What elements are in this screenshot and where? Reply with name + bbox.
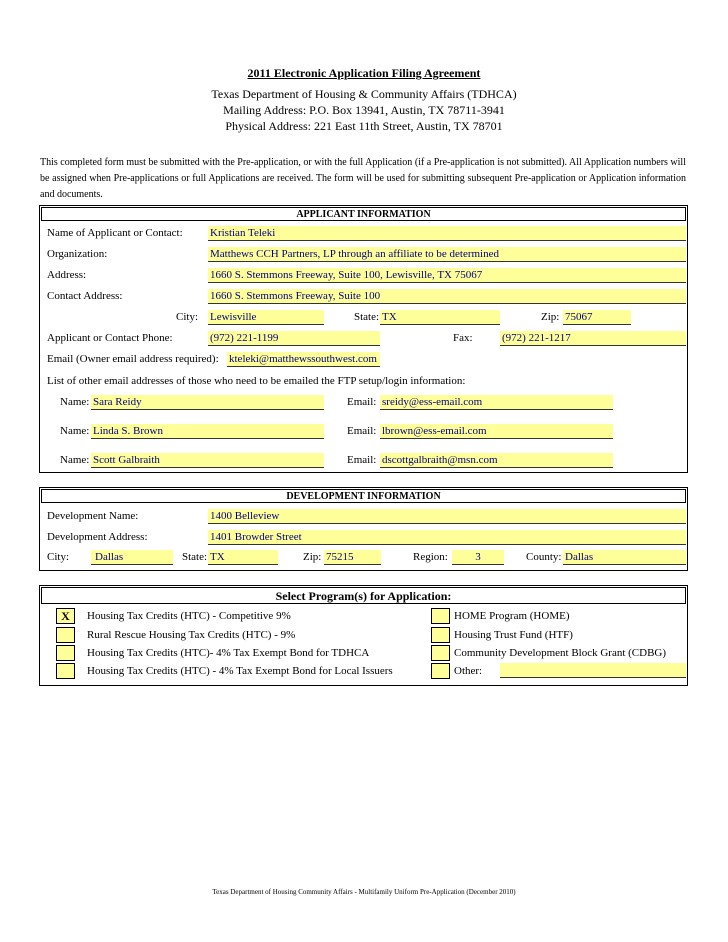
program-label: Housing Tax Credits (HTC) - 4% Tax Exempt Bond for Local Issuers	[87, 665, 393, 677]
contact-email-label: Email:	[347, 396, 377, 408]
program-label: Housing Trust Fund (HTF)	[454, 629, 573, 641]
program-checkbox-htc-9[interactable]: X	[56, 608, 75, 624]
program-label: Community Development Block Grant (CDBG)	[454, 647, 667, 659]
program-label: Housing Tax Credits (HTC) - Competitive 9%	[87, 610, 291, 622]
program-label: Rural Rescue Housing Tax Credits (HTC) - 9%	[87, 629, 296, 641]
dev-city-label: City:	[47, 551, 70, 563]
contact-address-field[interactable]: 1660 S. Stemmons Freeway, Suite 100	[208, 289, 686, 304]
email-list-label: List of other email addresses of those who need to be emailed the FTP setup/login information:	[47, 375, 466, 387]
program-checkbox-rural-rescue[interactable]	[56, 627, 75, 643]
program-checkbox-htc-4-tdhca[interactable]	[56, 645, 75, 661]
page-footer: Texas Department of Housing Community Affairs - Multifamily Uniform Pre-Application (December 2010)	[212, 888, 516, 896]
city-field[interactable]: Lewisville	[208, 310, 324, 325]
region-label: Region:	[413, 551, 448, 563]
program-label: Housing Tax Credits (HTC)- 4% Tax Exempt Bond for TDHCA	[87, 647, 370, 659]
program-checkbox-htc-4-local[interactable]	[56, 663, 75, 679]
email-field[interactable]: kteleki@matthewssouthwest.com	[227, 352, 380, 367]
region-field[interactable]: 3	[452, 550, 504, 565]
zip-field[interactable]: 75067	[563, 310, 631, 325]
contact-name-label: Name:	[60, 425, 90, 437]
program-label: HOME Program (HOME)	[454, 610, 570, 622]
contact-email-label: Email:	[347, 454, 377, 466]
development-address-field[interactable]: 1401 Browder Street	[208, 530, 686, 545]
county-label: County:	[526, 551, 562, 563]
contact-email-field-2[interactable]: lbrown@ess-email.com	[380, 424, 613, 439]
county-field[interactable]: Dallas	[563, 550, 686, 565]
organization-label: Organization:	[47, 248, 108, 260]
development-name-field[interactable]: 1400 Belleview	[208, 509, 686, 524]
program-label: Other:	[454, 665, 483, 677]
development-heading: DEVELOPMENT INFORMATION	[41, 489, 686, 503]
contact-name-field-2[interactable]: Linda S. Brown	[91, 424, 324, 439]
applicant-name-field[interactable]: Kristian Teleki	[208, 226, 686, 241]
email-label: Email (Owner email address required):	[47, 353, 219, 365]
contact-name-label: Name:	[60, 454, 90, 466]
development-name-label: Development Name:	[47, 510, 139, 522]
program-heading: Select Program(s) for Application:	[41, 587, 686, 604]
program-checkbox-cdbg[interactable]	[431, 645, 450, 661]
contact-name-field-3[interactable]: Scott Galbraith	[91, 453, 324, 468]
zip-label: Zip:	[541, 311, 560, 323]
contact-email-field-3[interactable]: dscottgalbraith@msn.com	[380, 453, 613, 468]
address-label: Address:	[47, 269, 87, 281]
dev-zip-label: Zip:	[303, 551, 322, 563]
applicant-name-label: Name of Applicant or Contact:	[47, 227, 183, 239]
state-field[interactable]: TX	[380, 310, 500, 325]
contact-email-label: Email:	[347, 425, 377, 437]
other-program-field[interactable]	[500, 663, 686, 678]
applicant-heading: APPLICANT INFORMATION	[41, 207, 686, 221]
phone-label: Applicant or Contact Phone:	[47, 332, 173, 344]
city-label: City:	[176, 311, 199, 323]
program-checkbox-htf[interactable]	[431, 627, 450, 643]
phone-field[interactable]: (972) 221-1199	[208, 331, 380, 346]
program-checkbox-home[interactable]	[431, 608, 450, 624]
development-address-label: Development Address:	[47, 531, 148, 543]
intro-paragraph: This completed form must be submitted with the Pre-application, or with the full Application (if a Pre-application is not submitted). All Application numbers will be assigned when Pre-applications or full Applications are received. The form will be used for submitting subsequent Pre-application or Application information and documents.	[40, 157, 686, 200]
dev-city-field[interactable]: Dallas	[91, 550, 173, 565]
contact-name-label: Name:	[60, 396, 90, 408]
fax-field[interactable]: (972) 221-1217	[500, 331, 686, 346]
dev-zip-field[interactable]: 75215	[324, 550, 381, 565]
agency-name: Texas Department of Housing & Community Affairs (TDHCA)	[211, 87, 517, 101]
mailing-address: Mailing Address: P.O. Box 13941, Austin, TX 78711-3941	[223, 103, 505, 117]
contact-name-field-1[interactable]: Sara Reidy	[91, 395, 324, 410]
form-title: 2011 Electronic Application Filing Agreement	[247, 66, 481, 80]
dev-state-label: State:	[182, 551, 208, 563]
physical-address: Physical Address: 221 East 11th Street, Austin, TX 78701	[225, 119, 503, 133]
program-checkbox-other[interactable]	[431, 663, 450, 679]
contact-email-field-1[interactable]: sreidy@ess-email.com	[380, 395, 613, 410]
contact-address-label: Contact Address:	[47, 290, 123, 302]
address-field[interactable]: 1660 S. Stemmons Freeway, Suite 100, Lewisville, TX 75067	[208, 268, 686, 283]
dev-state-field[interactable]: TX	[208, 550, 278, 565]
state-label: State:	[354, 311, 380, 323]
organization-field[interactable]: Matthews CCH Partners, LP through an affiliate to be determined	[208, 247, 686, 262]
fax-label: Fax:	[453, 332, 473, 344]
